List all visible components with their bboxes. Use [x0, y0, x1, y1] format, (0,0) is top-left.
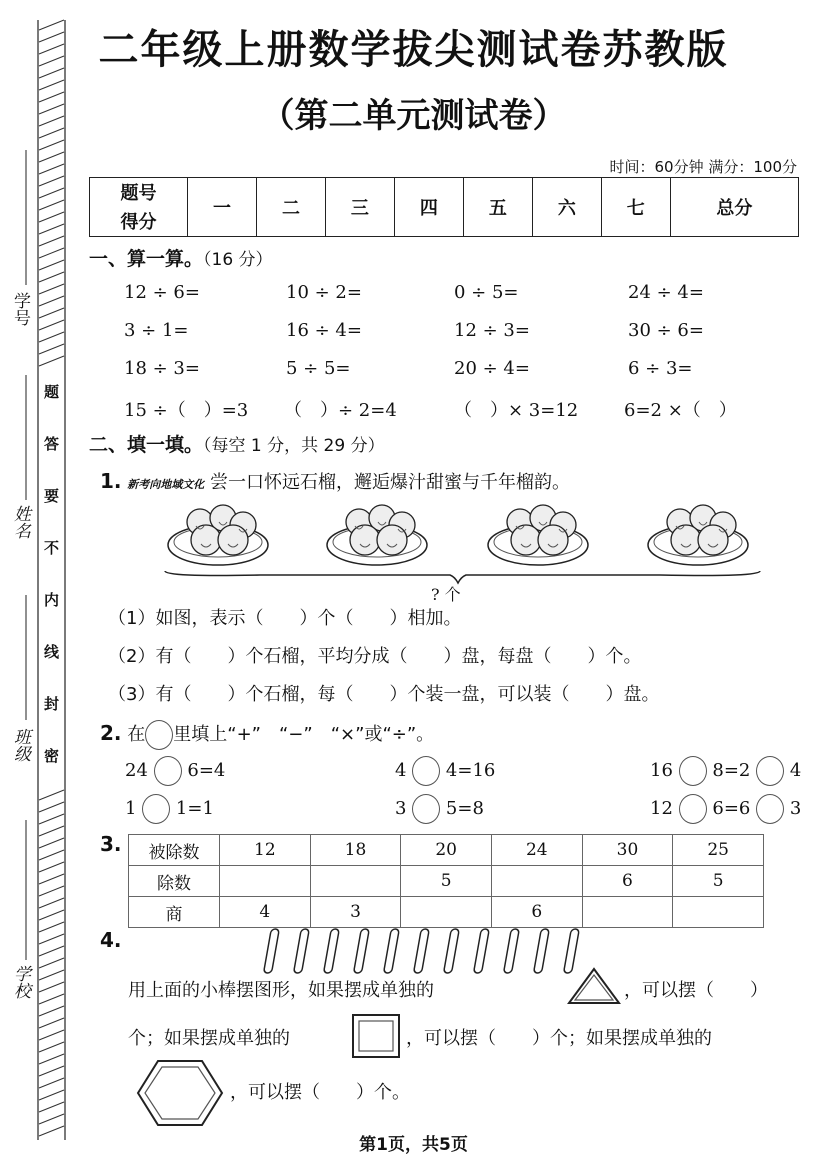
score-header-cell: 题号: [90, 178, 188, 207]
section1-points: （16 分）: [203, 250, 273, 270]
score-table: [89, 177, 799, 237]
q4-line2b: ，可以摆（ ）个；如果摆成单独的: [406, 1028, 712, 1049]
blank-circle-icon: [145, 720, 173, 750]
score-header-cell: 三: [325, 178, 394, 237]
table-cell[interactable]: [220, 866, 311, 897]
table-cell: 5: [673, 866, 764, 897]
operator-blank-circle[interactable]: [679, 794, 707, 824]
section2-heading: [89, 430, 385, 457]
q1-number: 1.: [100, 469, 122, 493]
score-header-cell: 六: [532, 178, 601, 237]
pomegranate-plate: [168, 505, 268, 565]
operator-blank-circle[interactable]: [756, 756, 784, 786]
table-cell: 18: [310, 835, 401, 866]
q2-item: [125, 794, 214, 824]
section1-heading: [89, 244, 273, 271]
problem: （ ）÷ 2=4: [284, 400, 397, 421]
operator-blank-circle[interactable]: [142, 794, 170, 824]
table-cell[interactable]: [491, 866, 582, 897]
page-title: 二年级上册数学拔尖测试卷苏教版: [98, 27, 729, 73]
operand: 4: [395, 760, 407, 781]
table-cell[interactable]: [310, 866, 401, 897]
hexagon-icon: [136, 1058, 224, 1128]
table-cell: 5: [401, 866, 492, 897]
operand: 6=6: [712, 798, 751, 819]
q4-number: 4.: [100, 928, 122, 952]
problem: 12 ÷ 3=: [454, 320, 530, 341]
operand: 4: [789, 760, 802, 781]
table-cell: 25: [673, 835, 764, 866]
seal-text: [44, 385, 64, 801]
q1-tag: 新考向地域文化: [127, 478, 205, 491]
problem: （ ）× 3=12: [454, 400, 579, 421]
pomegranate-plates: [160, 495, 780, 605]
problem: 24 ÷ 4=: [628, 282, 704, 303]
division-table: [128, 834, 764, 928]
q1-line: [100, 468, 570, 494]
table-cell: 6: [582, 866, 673, 897]
q4-line3: ，可以摆（ ）个。: [230, 1082, 410, 1103]
section1-title: 一、算一算。: [89, 248, 204, 270]
section2-points: （每空 1 分，共 29 分）: [203, 436, 385, 456]
stick-icon: [474, 929, 490, 973]
operand: 1: [125, 798, 137, 819]
problem: 15 ÷（ ）=3: [124, 400, 249, 421]
score-label-cell: 得分: [90, 206, 188, 237]
q2-item: [395, 756, 495, 786]
problem: 0 ÷ 5=: [454, 282, 519, 303]
table-cell[interactable]: [401, 897, 492, 928]
brace-label: ? 个: [431, 585, 461, 604]
division-table-row: [129, 897, 764, 928]
operand: 12: [650, 798, 673, 819]
operator-blank-circle[interactable]: [154, 756, 182, 786]
operand: 1=1: [175, 798, 214, 819]
operand: 16: [650, 760, 673, 781]
problem: 5 ÷ 5=: [286, 358, 351, 379]
page-subtitle: （第二单元测试卷）: [260, 96, 567, 136]
operator-blank-circle[interactable]: [412, 794, 440, 824]
q2-item: [650, 794, 801, 824]
table-cell: 20: [401, 835, 492, 866]
q2-text: 在: [127, 724, 146, 745]
student-id-label: 学号: [10, 292, 30, 326]
time-info: 时间：60分钟 满分：100分: [609, 158, 797, 176]
table-cell: 除数: [129, 866, 220, 897]
section2-title: 二、填一填。: [89, 434, 204, 456]
problem: 16 ÷ 4=: [286, 320, 362, 341]
table-cell: 4: [220, 897, 311, 928]
problem: 3 ÷ 1=: [124, 320, 189, 341]
table-cell[interactable]: [673, 897, 764, 928]
operand: 6=4: [187, 760, 226, 781]
table-cell: 30: [582, 835, 673, 866]
seal-char: 答: [44, 435, 60, 453]
q1-sub: （3）有（ ）个石榴，每（ ）个装一盘，可以装（ ）盘。: [108, 684, 660, 705]
q3-number: 3.: [100, 832, 122, 856]
seal-char: 题: [44, 383, 60, 401]
q2-item: [395, 794, 484, 824]
q2-line: [100, 720, 434, 750]
stick-icon: [504, 929, 520, 973]
seal-char: 要: [44, 487, 60, 505]
operand: 8=2: [712, 760, 751, 781]
name-label: 姓名: [10, 505, 30, 539]
q2-text: 里填上“+” “−” “×”或“÷”。: [173, 724, 435, 745]
problem: 18 ÷ 3=: [124, 358, 200, 379]
operand: 24: [125, 760, 148, 781]
table-cell: 3: [310, 897, 401, 928]
division-table-row: [129, 835, 764, 866]
pomegranate-plate: [648, 505, 748, 565]
seal-char: 封: [44, 695, 60, 713]
operand: 5=8: [445, 798, 484, 819]
seal-char: 内: [44, 591, 60, 609]
problem: 6=2 ×（ ）: [624, 400, 737, 421]
binding-margin: [0, 0, 80, 1169]
q2-item: [650, 756, 801, 786]
square-icon: [350, 1012, 402, 1060]
problem: 30 ÷ 6=: [628, 320, 704, 341]
score-table-row: [90, 178, 799, 207]
stick-icon: [294, 929, 310, 973]
operator-blank-circle[interactable]: [756, 794, 784, 824]
stick-icon: [534, 929, 550, 973]
operand: 4=16: [445, 760, 496, 781]
pomegranate-plate: [327, 505, 427, 565]
sticks-illustration: [262, 925, 592, 977]
page-number: 第1页，共5页: [359, 1135, 468, 1155]
problem-row: [124, 282, 804, 320]
stick-icon: [264, 929, 280, 973]
table-cell: 12: [220, 835, 311, 866]
q4-line1: 用上面的小棒摆图形，如果摆成单独的: [128, 980, 434, 1001]
stick-icon: [414, 929, 430, 973]
table-cell: 24: [491, 835, 582, 866]
score-header-cell: 二: [256, 178, 325, 237]
table-cell: 商: [129, 897, 220, 928]
stick-icon: [354, 929, 370, 973]
school-label: 学校: [10, 965, 30, 999]
score-header-cell: 一: [188, 178, 257, 237]
seal-char: 密: [44, 747, 60, 765]
problem: 20 ÷ 4=: [454, 358, 530, 379]
operand: 3: [395, 798, 407, 819]
q4-line1-end: ，可以摆（ ）: [624, 980, 768, 1001]
q1-sub: （2）有（ ）个石榴，平均分成（ ）盘，每盘（ ）个。: [108, 646, 642, 667]
score-header-cell: 五: [463, 178, 532, 237]
stick-icon: [384, 929, 400, 973]
q1-sub: （1）如图，表示（ ）个（ ）相加。: [108, 608, 462, 629]
problem: 12 ÷ 6=: [124, 282, 200, 303]
table-cell[interactable]: [582, 897, 673, 928]
problem-row: [124, 320, 804, 358]
problem: 6 ÷ 3=: [628, 358, 693, 379]
class-label: 班级: [10, 728, 30, 762]
brace: [165, 571, 760, 583]
operator-blank-circle[interactable]: [412, 756, 440, 786]
score-header-cell: 四: [394, 178, 463, 237]
pomegranate-plate: [488, 505, 588, 565]
score-header-cell: 七: [601, 178, 670, 237]
q2-number: 2.: [100, 721, 122, 745]
q2-item: [125, 756, 225, 786]
seal-char: 线: [44, 643, 60, 661]
division-table-row: [129, 866, 764, 897]
triangle-icon: [566, 966, 622, 1006]
q1-text: 尝一口怀远石榴，邂逅爆汁甜蜜与千年榴韵。: [209, 472, 570, 493]
stick-icon: [324, 929, 340, 973]
score-header-cell: 总分: [670, 178, 798, 237]
table-cell: 6: [491, 897, 582, 928]
stick-icon: [444, 929, 460, 973]
table-cell: 被除数: [129, 835, 220, 866]
problem-row: [124, 396, 804, 434]
operator-blank-circle[interactable]: [679, 756, 707, 786]
operand: 3: [789, 798, 802, 819]
section1-problems: [124, 282, 804, 434]
problem-row: [124, 358, 804, 396]
problem: 10 ÷ 2=: [286, 282, 362, 303]
q4-line2a: 个；如果摆成单独的: [128, 1028, 290, 1049]
seal-char: 不: [44, 539, 60, 557]
